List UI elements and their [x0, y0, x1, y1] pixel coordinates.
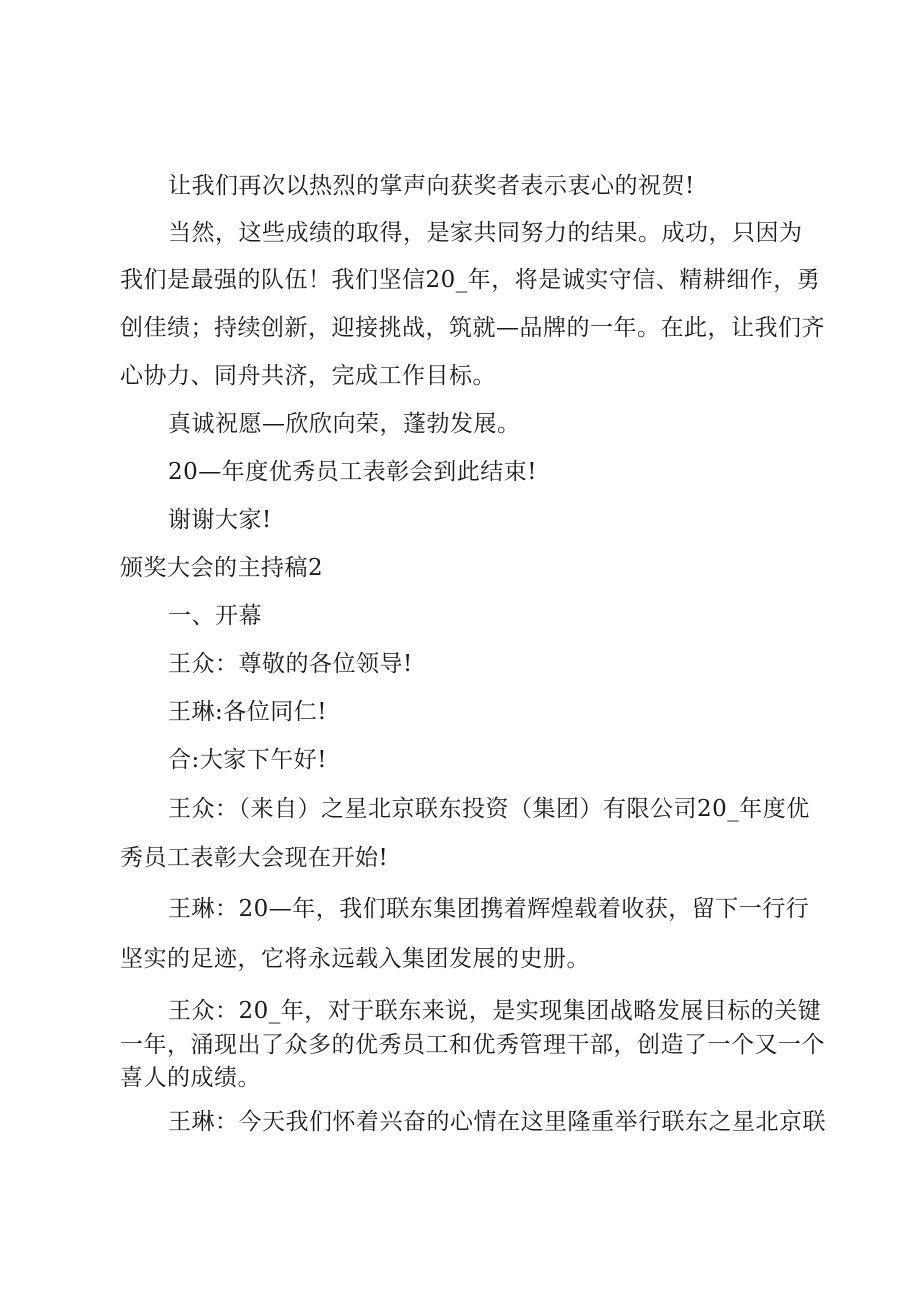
text-line: 让我们再次以热烈的掌声向获奖者表示衷心的祝贺!	[168, 173, 695, 199]
text-line: 王琳:各位同仁!	[168, 699, 327, 725]
text-line: 创佳绩；持续创新，迎接挑战，筑就—品牌的一年。在此，让我们齐	[120, 315, 825, 341]
text-line: 一、开幕	[168, 603, 262, 629]
text-line: 王琳：20—年，我们联东集团携着辉煌载着收获，留下一行行	[168, 896, 810, 922]
text-line: 坚实的足迹，它将永远载入集团发展的史册。	[120, 946, 590, 972]
text-line: 王众：20_年，对于联东来说，是实现集团战略发展目标的关键	[168, 998, 822, 1024]
text-line: 真诚祝愿—欣欣向荣，蓬勃发展。	[168, 411, 521, 437]
text-line: 王众：尊敬的各位领导!	[168, 651, 413, 677]
text-line: 合:大家下午好!	[168, 747, 327, 773]
text-line: 喜人的成绩。	[120, 1065, 261, 1091]
text-line: 秀员工表彰大会现在开始!	[120, 845, 389, 871]
text-line: 我们是最强的队伍！我们坚信20_年，将是诚实守信、精耕细作，勇	[120, 267, 821, 293]
text-line: 王琳：今天我们怀着兴奋的心情在这里隆重举行联东之星北京联	[168, 1109, 826, 1135]
text-line: 王众：（来自）之星北京联东投资（集团）有限公司20_年度优	[168, 796, 810, 822]
text-line: 谢谢大家!	[168, 507, 272, 533]
text-line: 心协力、同舟共济，完成工作目标。	[120, 363, 496, 389]
text-line: 一年，涌现出了众多的优秀员工和优秀管理干部，创造了一个又一个	[120, 1032, 825, 1058]
text-line: 20—年度优秀员工表彰会到此结束!	[168, 459, 538, 485]
text-line: 当然，这些成绩的取得，是家共同努力的结果。成功，只因为	[168, 220, 803, 246]
section-heading: 颁奖大会的主持稿2	[120, 555, 324, 581]
